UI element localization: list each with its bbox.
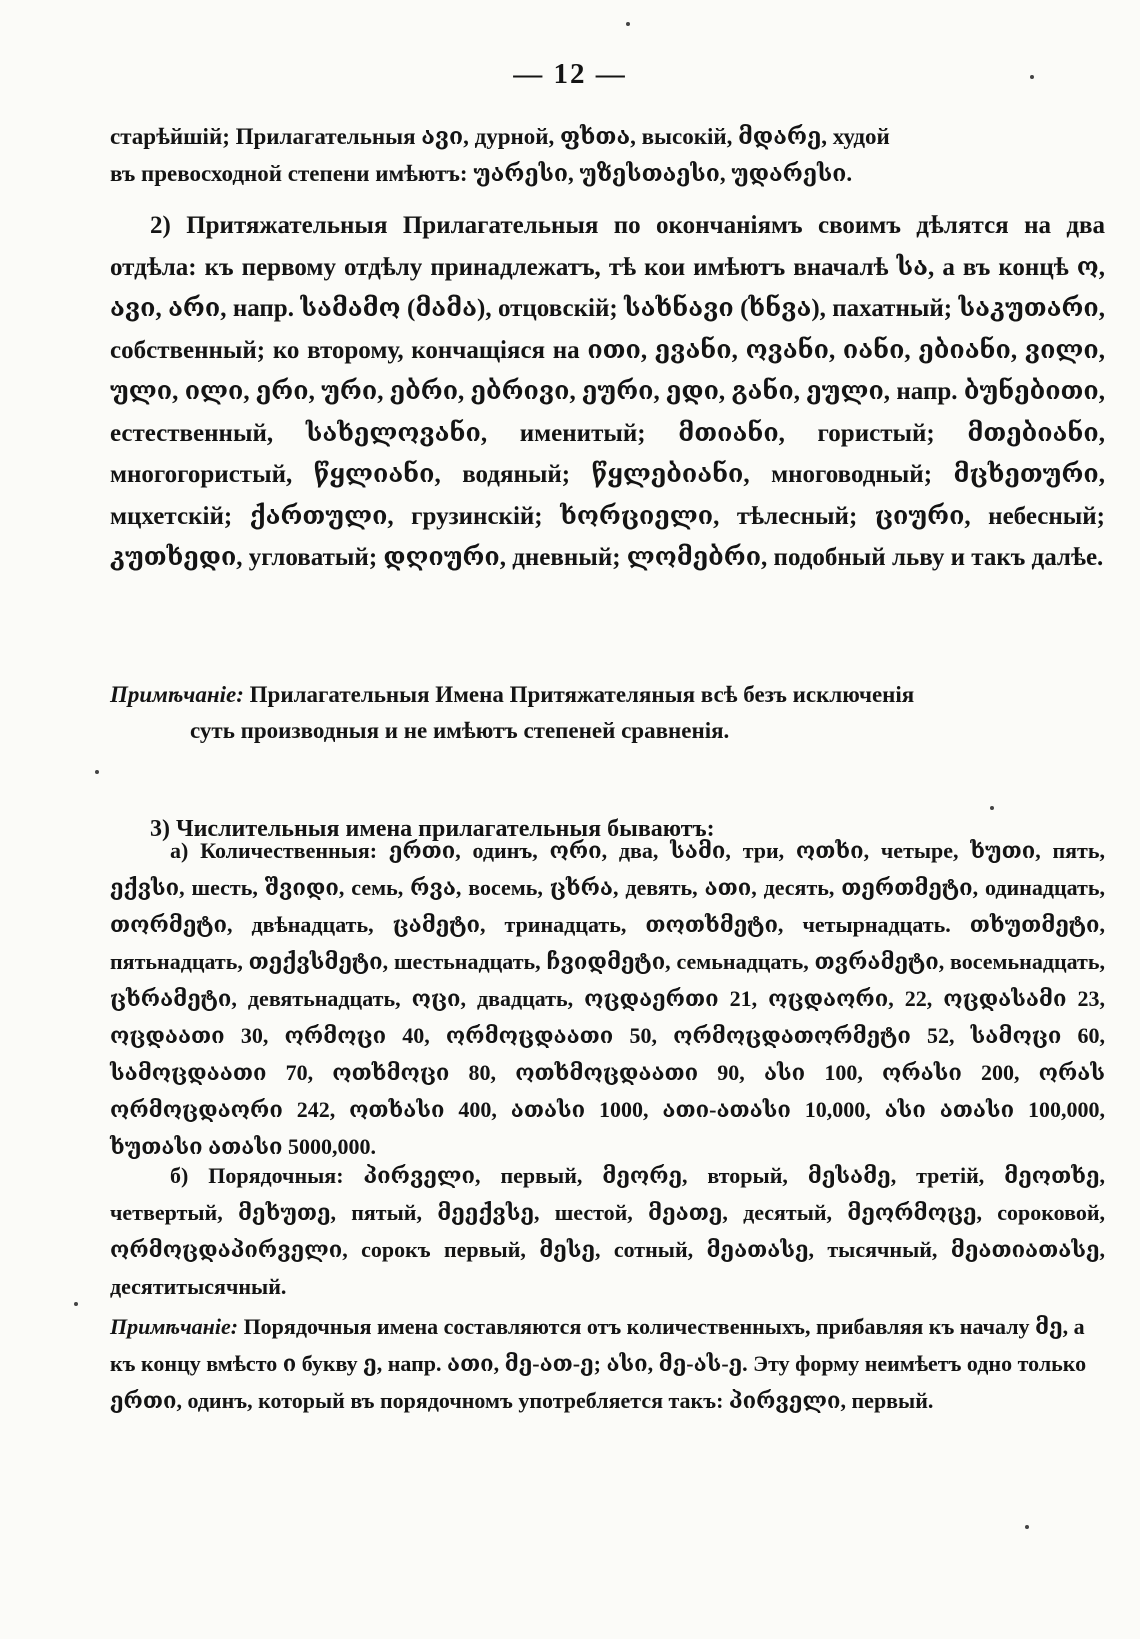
note-2-label: Примѣчаніе: [110, 1314, 239, 1339]
section-3-heading: 3) Числительныя имена прилагательныя бываютъ: [150, 816, 715, 842]
top-line-2: въ превосходной степени имѣютъ: უარესი, უზესთაესი, უდარესი. [110, 161, 853, 186]
note-2-text: Порядочныя имена составляются отъ количественныхъ, прибавляя къ началу მე, а къ концу вмѣсто ი букву ე, напр. ათი, მე-ათ-ე; ასი, მე-ას-ე. Эту форму неимѣетъ одно только ერთი, одинъ, который въ порядочномъ употребляется такъ: პირველი, первый. [110, 1314, 1087, 1413]
section-2-paragraph [110, 205, 1105, 579]
speck [74, 1302, 78, 1306]
section-3b-paragraph [110, 1157, 1105, 1305]
note-1-text-1: Прилагательныя Имена Притяжателяныя всѣ безъ исключенія [249, 682, 915, 707]
note-1-label: Примѣчаніе: [110, 682, 244, 707]
section-2-text: 2) Притяжательныя Прилагательныя по окончаніямъ своимъ дѣлятся на два отдѣла: къ первому отдѣлу принадлежатъ, тѣ кои имѣютъ вначалѣ სა, а въ концѣ ო, ავი, არი, напр. სამამო (მამა), отцовскій; სახნავი (ხნვა), пахатный; საკუთარი, собственный; ко второму, кончащіяся на ითი, ევანი, ოვანი, იანი, ებიანი, ვილი, ული, ილი, ერი, ური, ებრი, ებრივი, ეური, ედი, განი, ეული, напр. ბუნებითი, естественный, სახელოვანი, именитый; მთიანი, гористый; მთებიანი, многогористый, წყლიანი, водяный; წყლებიანი, многоводный; მცხეთური, мцхетскій; ქართული, грузинскій; ხორციელი, тѣлесный; ციური, небесный; კუთხედი, угловатый; დღიური, дневный; ლომებრი, подобный льву и такъ далѣе. [110, 212, 1105, 571]
note-1 [110, 677, 1105, 749]
section-3b-text: б) Порядочныя: პირველი, первый, მეორე, вторый, მესამე, третій, მეოთხე, четвертый, მეხუთე, пятый, მეექვსე, шестой, მეათე, десятый, მეორმოცე, сороковой, ორმოცდაპირველი, сорокъ первый, მესე, сотный, მეათასე, тысячный, მეათიათასე, десятитысячный. [110, 1163, 1105, 1299]
top-line-1: старѣйшій; Прилагательныя ავი, дурной, ფხთა, высокій, მდარე, худой [110, 124, 890, 149]
speck [1030, 75, 1034, 79]
speck [990, 806, 994, 810]
top-paragraph [110, 118, 1105, 192]
speck [1025, 1525, 1029, 1529]
note-1-text-2: суть производныя и не имѣютъ степеней сравненія. [190, 718, 730, 743]
speck [626, 22, 630, 26]
speck [95, 770, 99, 774]
section-3a-paragraph [110, 826, 1105, 1165]
section-3a-text: а) Количественныя: ერთი, одинъ, ორი, два, სამი, три, ოთხი, четыре, ხუთი, пять, ექვსი, шесть, შვიდი, семь, რვა, восемь, ცხრა, девять, ათი, десять, თერთმეტი, одинадцать, თორმეტი, двѣнадцать, ცამეტი, тринадцать, თოთხმეტი, четырнадцать. თხუთმეტი, пятьнадцать, თექვსმეტი, шестьнадцать, ჩვიდმეტი, семьнадцать, თვრამეტი, восемьнадцать, ცხრამეტი, девятьнадцать, ოცი, двадцать, ოცდაერთი 21, ოცდაორი, 22, ოცდასამი 23, ოცდაათი 30, ორმოცი 40, ორმოცდაათი 50, ორმოცდათორმეტი 52, სამოცი 60, სამოცდაათი 70, ოთხმოცი 80, ოთხმოცდაათი 90, ასი 100, ორასი 200, ორას ორმოცდაორი 242, ოთხასი 400, ათასი 1000, ათი-ათასი 10,000, ასი ათასი 100,000, ხუთასი ათასი 5000,000. [110, 838, 1105, 1159]
note-2 [110, 1308, 1105, 1419]
page-number: — 12 — [513, 58, 627, 90]
